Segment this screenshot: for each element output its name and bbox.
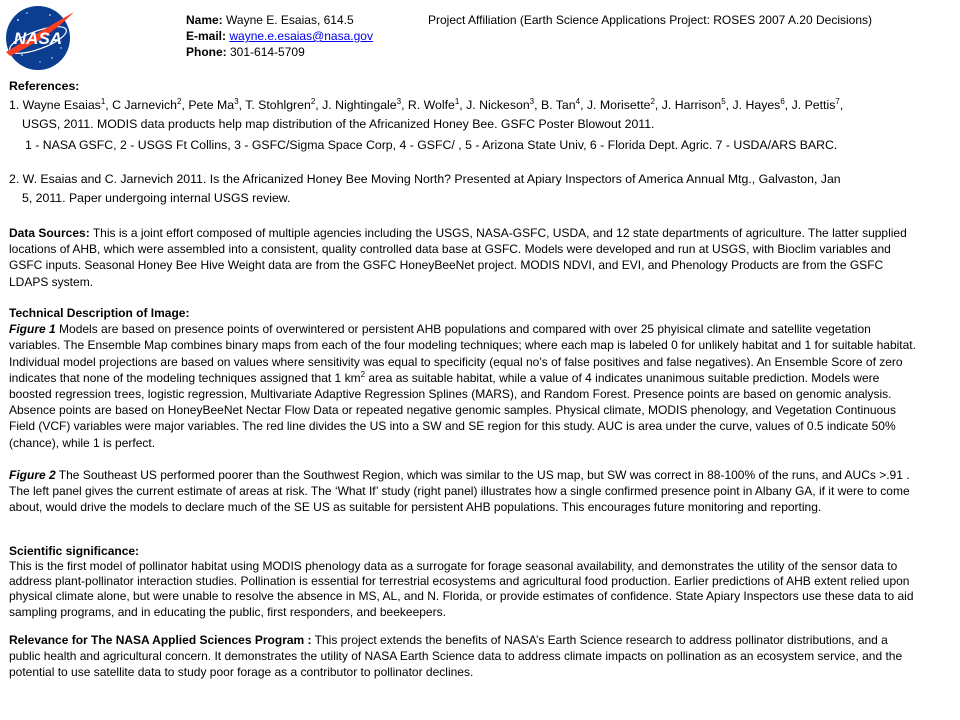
scientific-significance-heading: Scientific significance: (9, 544, 140, 558)
name-line (186, 12, 354, 28)
reference-1-authors (9, 96, 949, 115)
email-line (186, 28, 373, 44)
reference-1-author: , J. Harrison (654, 98, 722, 112)
phone-label: Phone: (186, 45, 227, 59)
reference-1-author-affiliation-number: 5 (721, 96, 726, 106)
reference-1-author: , R. Wolfe (401, 98, 455, 112)
reference-1-author-affiliation-number: 6 (780, 96, 785, 106)
email-label: E-mail: (186, 29, 227, 43)
references-heading: References: (9, 79, 80, 93)
reference-1-author-affiliation-number: 2 (650, 96, 655, 106)
reference-1-author: , C Jarnevich (105, 98, 178, 112)
scientific-significance-text: This is the first model of pollinator habitat using MODIS phenology data as a surrogate for forage seasonal availability, and demonstrates the utility of the sensor data to address plant-pollinator interaction studies. Pollination is essential for terrestrial ecosystems and agricultural food production. Earlier predictions of AHB extent relied upon physical climate alone, but were unable to resolve the absence in MS, AL, and N. Florida, or provide estimates of confidence. State Apiary Inspectors use these data to aid sampling programs, and in educating the public, first responders, and beekeepers. (9, 559, 914, 619)
reference-1-author: , J. Morisette (580, 98, 651, 112)
reference-1-author-affiliation-number: 2 (310, 96, 316, 106)
reference-1-affiliations: 1 - NASA GSFC, 2 - USGS Ft Collins, 3 - GSFC/Sigma Space Corp, 4 - GSFC/ , 5 - Arizona State Univ, 6 - Florida Dept. Agric. 7 - USDA/ARS BARC. (25, 138, 838, 152)
reference-1-author-affiliation-number: 3 (396, 96, 402, 106)
reference-1-author-affiliation-number: 1 (454, 96, 460, 106)
relevance-text: This project extends the benefits of NASA’s Earth Science research to address pollinator distributions, and a public health and agricultural concern. It demonstrates the utility of NASA Earth Science data to address climate impacts on pollination as an ecosystem service, and the potential to use satellite data to study poor forage as a contributor to pollinator declines. (9, 633, 903, 680)
reference-1-author: , B. Tan (534, 98, 576, 112)
reference-1-author: , J. Nickeson (459, 98, 530, 112)
data-sources-text: This is a joint effort composed of multiple agencies including the USGS, NASA-GSFC, USDA, and 12 state departments of agriculture. The latter supplied locations of AHB, which were assembled into a consistent, quality controlled data base at GSFC. Models were developed and run at USGS, with Bioclim variables and GSFC inputs. Seasonal Honey Bee Hive Weight data are from the GSFC HoneyBeeNet project. MODIS NDVI, and EVI, and Phenology Products are from the GSFC LDAPS system. (9, 226, 907, 289)
figure-1-text-a: Models are based on presence points of overwintered or persistent AHB populations and compared with over 25 phyisical climate and satellite vegetation variables. The Ensemble Map combines binary maps from each of the four modeling techniques; where each map is labeled 0 for unlikely habitat and 1 for suitable habitat. Individual model projections are based on values where sensitivity was equal to specificity (equal no’s of false positives and false negatives). An Ensemble Score of zero indicates that none of the modeling techniques assigned that 1 km (9, 322, 916, 385)
scientific-significance-section (9, 543, 921, 620)
technical-description-heading: Technical Description of Image: (9, 306, 190, 320)
figure-2-label: Figure 2 (9, 467, 56, 482)
reference-1-author: , J. Hayes (725, 98, 781, 112)
technical-description-section (9, 305, 921, 515)
nasa-logo (0, 0, 78, 80)
reference-1-line-2: USGS, 2011. MODIS data products help map distribution of the Africanized Honey Bee. GSFC Poster Blowout 2011. (22, 117, 655, 131)
figure-1-sup: 2 (360, 369, 366, 379)
reference-1-author: , J. Nightingale (315, 98, 397, 112)
figure-1-label: Figure 1 (9, 322, 56, 337)
name-label: Name: (186, 13, 223, 27)
figure-2-text: The Southeast US performed poorer than the Southwest Region, which was similar to the US map, but SW was correct in 88-100% of the runs, and AUCs >.91 . The left panel gives the current estimate of areas at risk. The ‘What If’ study (right panel) illustrates how a single confirmed presence point in Albany GA, if it were to come about, would drive the models to declare much of the SE US as suitable for persistent AHB populations. This encourages future monitoring and reporting. (9, 467, 910, 515)
reference-1-author-affiliation-number: 2 (177, 96, 182, 106)
reference-2-line-1: 2. W. Esaias and C. Jarnevich 2011. Is the Africanized Honey Bee Moving North? Presented at Apiary Inspectors of America Annual Mtg., Galvaston, Jan (9, 172, 841, 186)
reference-1-author: , (839, 98, 844, 112)
phone-line (186, 44, 305, 60)
reference-1-author-affiliation-number: 3 (529, 96, 535, 106)
figure-2-description (9, 467, 921, 516)
reference-1-author-affiliation-number: 1 (100, 96, 106, 106)
reference-1-author-affiliation-number: 7 (835, 96, 840, 106)
reference-1-author: , J. Pettis (784, 98, 836, 112)
reference-1-author: , T. Stohlgren (238, 98, 311, 112)
project-affiliation: Project Affiliation (Earth Science Applications Project: ROSES 2007 A.20 Decisions) (428, 13, 873, 27)
name-value: Wayne E. Esaias, 614.5 (222, 13, 354, 27)
figure-1-text-b: area as suitable habitat, while a value of 4 indicates unanimous suitable prediction. Models were boosted regression trees, logistic regression, Multivariate Adaptive Regression Splines (MARS), and Random Forest. Presence points are based on genomic analysis. Absence points are based on HoneyBeeNet Nectar Flow Data or repeated negative genomic samples. Physical climate, MODIS phenology, and Vegetation Continuous Field (VCF) variables were major variables. The red line divides the US into a SW and SE region for this study. AUC is area under the curve, values of 0.5 indicate 50% (chance), while 1 is perfect. (9, 370, 896, 450)
data-sources-section (9, 225, 921, 290)
phone-value: 301-614-5709 (226, 45, 305, 59)
reference-1-author-affiliation-number: 3 (234, 96, 239, 106)
relevance-section (9, 632, 921, 681)
logo-text: NASA (13, 29, 63, 48)
reference-1-author: 1. Wayne Esaias (9, 98, 101, 112)
reference-2-line-2: 5, 2011. Paper undergoing internal USGS review. (22, 191, 291, 205)
reference-1-author: , Pete Ma (181, 98, 235, 112)
reference-1-author-affiliation-number: 4 (575, 96, 581, 106)
figure-1-description (9, 321, 921, 451)
relevance-heading: Relevance for The NASA Applied Sciences Program : (9, 633, 312, 647)
email-link[interactable]: wayne.e.esaias@nasa.gov (229, 29, 373, 43)
data-sources-heading: Data Sources: (9, 226, 90, 240)
references-section (9, 77, 949, 208)
